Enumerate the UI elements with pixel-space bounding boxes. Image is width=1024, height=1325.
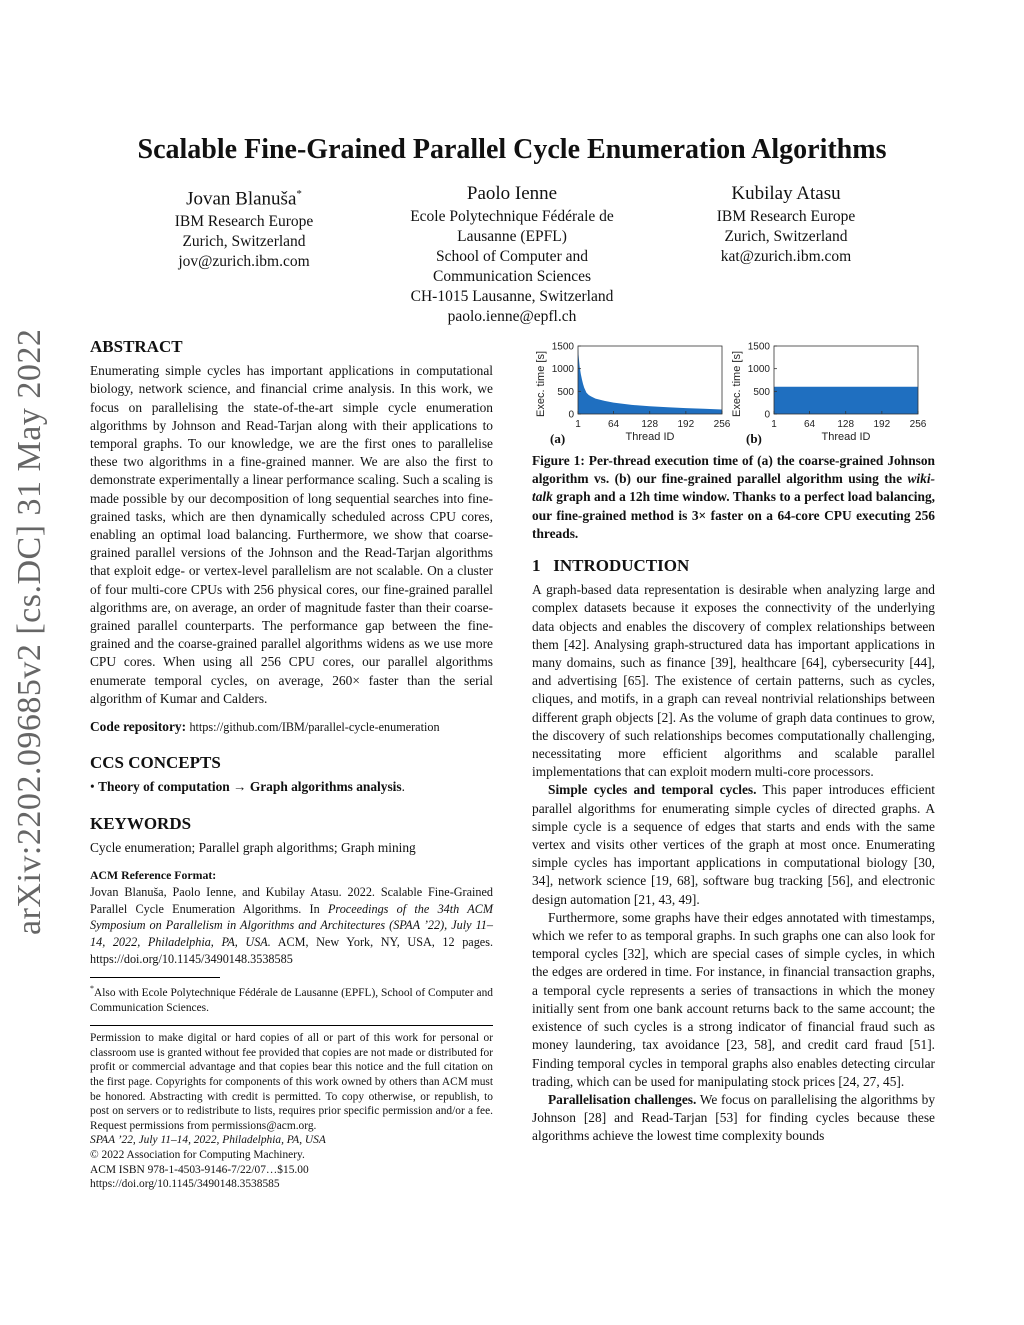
footnote-rule bbox=[90, 977, 220, 978]
paragraph-body: We focus on parallelising the algorithms by Johnson [28] and Read-Tarjan [53] for finding cycles because these algorithms achieve the lowest time complexity bounds bbox=[532, 1091, 936, 1144]
author-block-1 bbox=[94, 181, 394, 272]
y-tick-label: 0 bbox=[568, 409, 574, 421]
exec-time-area-b bbox=[774, 387, 918, 414]
y-tick-label: 0 bbox=[764, 409, 770, 421]
caption-part-2: graph and a 12h time window. Thanks to a perfect load balancing, our fine-grained method is 3× faster on a 64-core CPU executing 256 threads. bbox=[532, 489, 935, 541]
acm-ref-publisher: ACM, New York, NY, USA, 12 pages. https://doi.org/10.1145/3490148.3538585 bbox=[90, 935, 494, 966]
figure-1 bbox=[528, 338, 938, 450]
author-email[interactable]: jov@zurich.ibm.com bbox=[178, 253, 310, 271]
paragraph-heading: Simple cycles and temporal cycles. bbox=[548, 782, 757, 798]
x-tick-label: 64 bbox=[804, 419, 816, 430]
panel-label: (b) bbox=[746, 431, 762, 446]
author-email[interactable]: kat@zurich.ibm.com bbox=[720, 248, 852, 265]
paper-title: Scalable Fine-Grained Parallel Cycle Enumeration Algorithms bbox=[137, 134, 887, 165]
footnote-mark: * bbox=[90, 984, 94, 994]
intro-heading bbox=[532, 557, 935, 575]
permission-rule bbox=[90, 1025, 493, 1026]
permission-doi[interactable]: https://doi.org/10.1145/3490148.3538585 bbox=[90, 1178, 280, 1191]
author-block-2 bbox=[362, 181, 662, 327]
intro-title: INTRODUCTION bbox=[553, 556, 690, 576]
footnote-text: Also with Ecole Polytechnique Fédérale de Lausanne (EPFL), School of Computer and Communication Sciences. bbox=[90, 987, 493, 1014]
ccs-bullet: • bbox=[90, 779, 95, 795]
abstract-text: Enumerating simple cycles has important applications in computational biology, network science, and financial crime analysis. In this work, we focus on parallelising the state-of-the-art simple cycle enumeration algorithms by Johnson and Read-Tarjan along with their applications to temporal graphs. To our knowledge, we are the first ones to parallelise these two algorithms in a fine-grained manner. We are also the first to demonstrate experimentally a linear performance scaling. Such a scaling is made possible by our decomposition of long sequential searches into fine-grained tasks, which are then dynamically scheduled across CPU cores, enabling an optimal load balancing. Furthermore, we show that coarse-grained parallel versions of the Johnson and the Read-Tarjan algorithms that exploit edge- or vertex-level parallelism are not scalable. On a cluster of four multi-core CPUs with 256 physical cores, our fine-grained parallel algorithms are, on average, an order of magnitude faster than their coarse-grained parallel counterparts. The performance gap between the fine-grained and the coarse-grained parallel algorithms widens as we use more CPU cores. When using all 256 CPU cores, our parallel algorithms enumerate temporal cycles, on average, 260× faster than the serial algorithm of Kumar and Calders. bbox=[90, 363, 493, 706]
exec-time-area-a bbox=[578, 347, 722, 414]
author-location: Zurich, Switzerland bbox=[182, 233, 306, 251]
y-tick-label: 1500 bbox=[747, 341, 770, 353]
code-repo-label: Code repository: bbox=[90, 719, 187, 735]
y-tick-label: 1500 bbox=[551, 341, 574, 353]
ccs-period: . bbox=[401, 779, 405, 795]
author-name: Kubilay Atasu bbox=[731, 183, 841, 204]
left-column bbox=[90, 338, 493, 1192]
author-email[interactable]: paolo.ienne@epfl.ch bbox=[447, 308, 577, 325]
abstract-heading: ABSTRACT bbox=[90, 337, 183, 356]
panel-label: (a) bbox=[550, 431, 566, 446]
y-axis-label: Exec. time [s] bbox=[731, 350, 743, 418]
caption-graph-name: wiki-talk bbox=[532, 471, 935, 505]
author-affiliation: Lausanne (EPFL) bbox=[457, 228, 567, 245]
keywords-text: Cycle enumeration; Parallel graph algorithms; Graph mining bbox=[90, 839, 416, 855]
code-repo-link[interactable]: https://github.com/IBM/parallel-cycle-enumeration bbox=[189, 720, 440, 735]
right-column bbox=[532, 452, 935, 1146]
x-tick-label: 256 bbox=[909, 419, 927, 430]
intro-paragraph-2 bbox=[532, 781, 935, 908]
permission-text: Permission to make digital or hard copies of all or part of this work for personal or classroom use is granted without fee provided that copies are not made or distributed for profit or commercial advantage and that copies bear this notice and the full citation on the first page. Copyrights for components of this work owned by others than ACM must be honored. Abstracting with credit is permitted. To copy otherwise, or republish, to post on servers or to redistribute to lists, requires prior specific permission and/or a fee. Request permissions from permissions@acm.org. bbox=[90, 1032, 493, 1132]
y-tick-label: 1000 bbox=[551, 364, 574, 376]
intro-number: 1 bbox=[532, 556, 541, 576]
figure-caption bbox=[532, 452, 935, 543]
x-axis-label: Thread ID bbox=[625, 431, 675, 443]
x-tick-label: 128 bbox=[641, 419, 659, 430]
ccs-heading: CCS CONCEPTS bbox=[90, 753, 221, 773]
footnote bbox=[90, 982, 493, 1015]
y-axis-label: Exec. time [s] bbox=[535, 350, 547, 418]
author-affiliation: Ecole Polytechnique Fédérale de bbox=[410, 208, 614, 225]
x-tick-label: 128 bbox=[837, 419, 855, 430]
x-tick-label: 64 bbox=[608, 419, 620, 430]
x-tick-label: 1 bbox=[575, 419, 581, 430]
x-tick-label: 1 bbox=[771, 419, 777, 430]
author-location: CH-1015 Lausanne, Switzerland bbox=[410, 288, 614, 305]
paragraph-body: This paper introduces efficient parallel algorithms for enumerating simple cycles of directed graphs. A simple cycle is a sequence of edges that starts and ends with the same vertex and visits other vertices of the graph at most once. Enumerating simple cycles has important applications in computational biology [30, 34], network science [19, 68], software bug tracking [56], and electronic design automation [21, 43, 49]. bbox=[532, 782, 935, 907]
y-tick-label: 500 bbox=[557, 386, 574, 398]
x-tick-label: 256 bbox=[713, 419, 731, 430]
y-tick-label: 1000 bbox=[747, 364, 770, 376]
author-affiliation: IBM Research Europe bbox=[716, 208, 856, 225]
x-tick-label: 192 bbox=[873, 419, 891, 430]
keywords-heading: KEYWORDS bbox=[90, 813, 192, 833]
author-affiliation: IBM Research Europe bbox=[174, 213, 314, 231]
ccs-concept: Theory of computation → Graph algorithms analysis bbox=[98, 779, 402, 795]
author-department: School of Computer and bbox=[436, 248, 588, 265]
acm-ref-venue: Proceedings of the 34th ACM Symposium on Parallelism in Algorithms and Architectures (SPAA ’22), July 11–14, 2022, Philadelphia, PA, USA. bbox=[90, 901, 493, 950]
paragraph-heading: Parallelisation challenges. bbox=[548, 1091, 697, 1107]
acm-ref-authors: Jovan Blanuša, Paolo Ienne, and Kubilay Atasu. 2022. Scalable Fine-Grained Parallel Cycle Enumeration Algorithms. In bbox=[90, 885, 493, 916]
author-block-3 bbox=[636, 181, 936, 267]
author-location: Zurich, Switzerland bbox=[724, 228, 848, 245]
y-tick-label: 500 bbox=[753, 386, 770, 398]
acm-ref-text bbox=[90, 884, 493, 967]
acm-ref-heading: ACM Reference Format: bbox=[90, 868, 217, 883]
code-repository bbox=[90, 718, 493, 736]
permission-venue: SPAA ’22, July 11–14, 2022, Philadelphia, PA, USA bbox=[90, 1134, 326, 1147]
author-department: Communication Sciences bbox=[433, 268, 591, 285]
author-name: Paolo Ienne bbox=[466, 183, 558, 204]
ccs-concepts bbox=[90, 778, 493, 796]
author-footnote-mark: * bbox=[296, 188, 302, 200]
intro-paragraph-1: A graph-based data representation is desirable when analyzing large and complex datasets because it exposes the connectivity of the underlying data objects and enables the discovery of complex relationships between them [42]. Analysing graph-structured data has important applications in many domains, such as finance [39], healthcare [64], cybersecurity [44], and advertising [65]. The existence of certain patterns, such as cycles, cliques, and motifs, in a graph can reveal nontrivial relationships between different graph objects [2]. As the volume of graph data continues to grow, the discovery of such relationships becomes computationally challenging, necessitating more efficient algorithms and scalable parallel implementations that can exploit modern multi-core processors. bbox=[532, 582, 935, 780]
arxiv-stamp: arXiv:2202.09685v2 [cs.DC] 31 May 2022 bbox=[11, 328, 48, 935]
intro-paragraph-4 bbox=[532, 1091, 935, 1146]
permission-copyright: © 2022 Association for Computing Machinery. bbox=[90, 1148, 305, 1161]
caption-part-1: Figure 1: Per-thread execution time of (a) the coarse-grained Johnson algorithm vs. (b) our fine-grained parallel algorithm using the bbox=[532, 453, 935, 487]
x-tick-label: 192 bbox=[677, 419, 695, 430]
permission-isbn: ACM ISBN 978-1-4503-9146-7/22/07…$15.00 bbox=[90, 1163, 309, 1176]
author-name: Jovan Blanuša bbox=[186, 188, 297, 210]
intro-paragraph-3: Furthermore, some graphs have their edges annotated with timestamps, which we refer to as temporal graphs. In such graphs one can also look for temporal cycles [32], which are special cases of simple cycles, in which the edges are ordered in time. For instance, in financial transaction graphs, a temporal cycle represents a series of transactions in which the money initially sent from one bank account returns back to the same account; the existence of such cycles is a strong indicator of financial fraud such as money laundering, tax avoidance [23, 58], and credit card fraud [51]. Finding temporal cycles in temporal graphs also enables detecting circular trading, which can be used for manipulating stock prices [24, 27, 45]. bbox=[532, 909, 935, 1089]
x-axis-label: Thread ID bbox=[821, 431, 871, 443]
